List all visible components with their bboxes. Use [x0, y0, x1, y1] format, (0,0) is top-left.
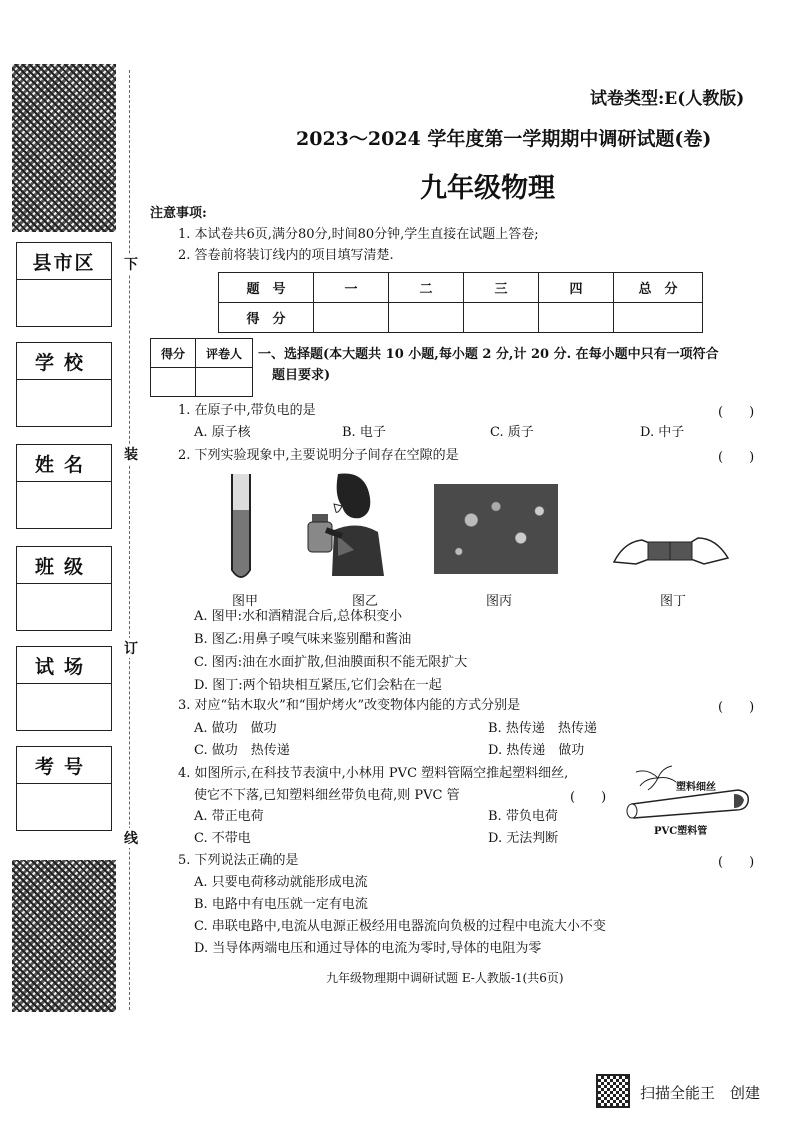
- grader-score-cell[interactable]: [151, 368, 196, 397]
- fig-ding-lead-blocks: [612, 518, 730, 572]
- q3-answer-bracket[interactable]: ( ): [718, 700, 755, 715]
- field-name-input[interactable]: [17, 482, 111, 528]
- grader-score-label: 得分: [151, 339, 196, 368]
- q1-option-a: A. 原子核: [194, 425, 251, 440]
- exam-title: 九年级物理: [420, 173, 555, 204]
- binding-line: [129, 70, 130, 1010]
- binding-char-zhuang: 装: [124, 444, 138, 464]
- q3-stem: 3. 对应“钻木取火”和“围炉烤火”改变物体内能的方式分别是: [178, 698, 521, 713]
- score-header-2: 二: [389, 273, 464, 303]
- q2-option-c: C. 图丙:油在水面扩散,但油膜面积不能无限扩大: [194, 655, 468, 670]
- q1-option-b: B. 电子: [342, 425, 386, 440]
- scanner-watermark: 扫描全能王 创建: [640, 1084, 761, 1102]
- fig-ding-label: 图丁: [660, 594, 687, 609]
- score-cell-4[interactable]: [539, 303, 614, 333]
- fig-pvc-label: PVC塑料管: [654, 826, 708, 837]
- q5-answer-bracket[interactable]: ( ): [718, 855, 755, 870]
- field-county-label: 县市区: [17, 243, 111, 280]
- field-class: [16, 546, 112, 631]
- notice-heading: 注意事项:: [150, 206, 207, 221]
- q1-answer-bracket[interactable]: ( ): [718, 405, 755, 420]
- fig-jia-test-tube: [226, 470, 256, 586]
- q4-option-c: C. 不带电: [194, 831, 251, 846]
- score-header-1: 一: [314, 273, 389, 303]
- grader-table: [150, 338, 253, 397]
- grader-name-label: 评卷人: [196, 339, 253, 368]
- section1-heading: 一、选择题(本大题共 10 小题,每小题 2 分,计 20 分. 在每小题中只有一项符合: [258, 347, 719, 362]
- q4-stem-line1: 4. 如图所示,在科技节表演中,小林用 PVC 塑料管隔空推起塑料细丝,: [178, 766, 569, 781]
- field-room: [16, 646, 112, 731]
- q4-option-a: A. 带正电荷: [194, 809, 264, 824]
- fig-plastic-strand-label: 塑料细丝: [676, 782, 716, 793]
- q4-answer-bracket[interactable]: ( ): [570, 790, 607, 805]
- score-cell-total[interactable]: [614, 303, 703, 333]
- q2-answer-bracket[interactable]: ( ): [718, 450, 755, 465]
- score-header-3: 三: [464, 273, 539, 303]
- binding-char-ding: 订: [124, 638, 138, 658]
- q4-option-b: B. 带负电荷: [488, 809, 558, 824]
- score-cell-3[interactable]: [464, 303, 539, 333]
- q2-option-a: A. 图甲:水和酒精混合后,总体积变小: [194, 609, 403, 624]
- field-exam-no-label: 考号: [17, 747, 111, 784]
- page-footer: 九年级物理期中调研试题 E-人教版-1(共6页): [326, 971, 564, 985]
- q1-stem: 1. 在原子中,带负电的是: [178, 403, 316, 418]
- field-name-label: 姓名: [17, 445, 111, 482]
- field-exam-no-input[interactable]: [17, 784, 111, 830]
- exam-subtitle: 2023～2024 学年度第一学期期中调研试题(卷): [296, 128, 712, 150]
- paper-type: 试卷类型:E(人教版): [590, 89, 745, 109]
- q4-option-d: D. 无法判断: [488, 831, 559, 846]
- fig-bing-oil-film: [434, 484, 558, 574]
- field-school-label: 学校: [17, 343, 111, 380]
- notice-item-1: 1. 本试卷共6页,满分80分,时间80分钟,学生直接在试题上答卷;: [178, 227, 539, 242]
- q2-option-d: D. 图丁:两个铅块相互紧压,它们会粘在一起: [194, 678, 442, 693]
- q3-option-b: B. 热传递 热传递: [488, 721, 597, 736]
- q3-option-c: C. 做功 热传递: [194, 743, 290, 758]
- fig-pvc-tube: [618, 764, 768, 824]
- q5-stem: 5. 下列说法正确的是: [178, 853, 299, 868]
- notice-item-2: 2. 答卷前将装订线内的项目填写清楚.: [178, 248, 394, 263]
- fig-bing-label: 图丙: [486, 594, 513, 609]
- q5-option-a: A. 只要电荷移动就能形成电流: [194, 875, 368, 890]
- grader-name-cell[interactable]: [196, 368, 253, 397]
- q5-option-c: C. 串联电路中,电流从电源正极经用电器流向负极的过程中电流大小不变: [194, 919, 606, 934]
- q1-option-c: C. 质子: [490, 425, 534, 440]
- field-class-label: 班级: [17, 547, 111, 584]
- field-name: [16, 444, 112, 529]
- binding-pattern-top: [12, 64, 116, 232]
- field-school: [16, 342, 112, 427]
- field-room-label: 试场: [17, 647, 111, 684]
- field-county-input[interactable]: [17, 280, 111, 326]
- score-header-total: 总 分: [614, 273, 703, 303]
- score-table: [218, 272, 703, 333]
- field-county: [16, 242, 112, 327]
- qr-code-icon: [596, 1074, 630, 1108]
- section1-heading-cont: 题目要求): [272, 368, 331, 383]
- q4-stem-line2: 使它不下落,已知塑料细丝带负电荷,则 PVC 管: [194, 788, 460, 803]
- field-exam-no: [16, 746, 112, 831]
- score-header-label: 题 号: [219, 273, 314, 303]
- q1-option-d: D. 中子: [640, 425, 685, 440]
- q5-option-d: D. 当导体两端电压和通过导体的电流为零时,导体的电阻为零: [194, 941, 542, 956]
- q3-option-a: A. 做功 做功: [194, 721, 277, 736]
- binding-char-xia: 下: [124, 254, 138, 274]
- score-cell-1[interactable]: [314, 303, 389, 333]
- field-room-input[interactable]: [17, 684, 111, 730]
- binding-char-xian: 线: [124, 828, 138, 848]
- score-row-label: 得 分: [219, 303, 314, 333]
- fig-jia-label: 图甲: [232, 594, 259, 609]
- field-class-input[interactable]: [17, 584, 111, 630]
- score-cell-2[interactable]: [389, 303, 464, 333]
- q2-stem: 2. 下列实验现象中,主要说明分子间存在空隙的是: [178, 448, 459, 463]
- score-header-4: 四: [539, 273, 614, 303]
- field-school-input[interactable]: [17, 380, 111, 426]
- binding-pattern-bottom: [12, 860, 116, 1012]
- fig-yi-label: 图乙: [352, 594, 379, 609]
- fig-yi-person-smelling: [298, 470, 398, 580]
- q5-option-b: B. 电路中有电压就一定有电流: [194, 897, 368, 912]
- q2-option-b: B. 图乙:用鼻子嗅气味来鉴别醋和酱油: [194, 632, 412, 647]
- q3-option-d: D. 热传递 做功: [488, 743, 585, 758]
